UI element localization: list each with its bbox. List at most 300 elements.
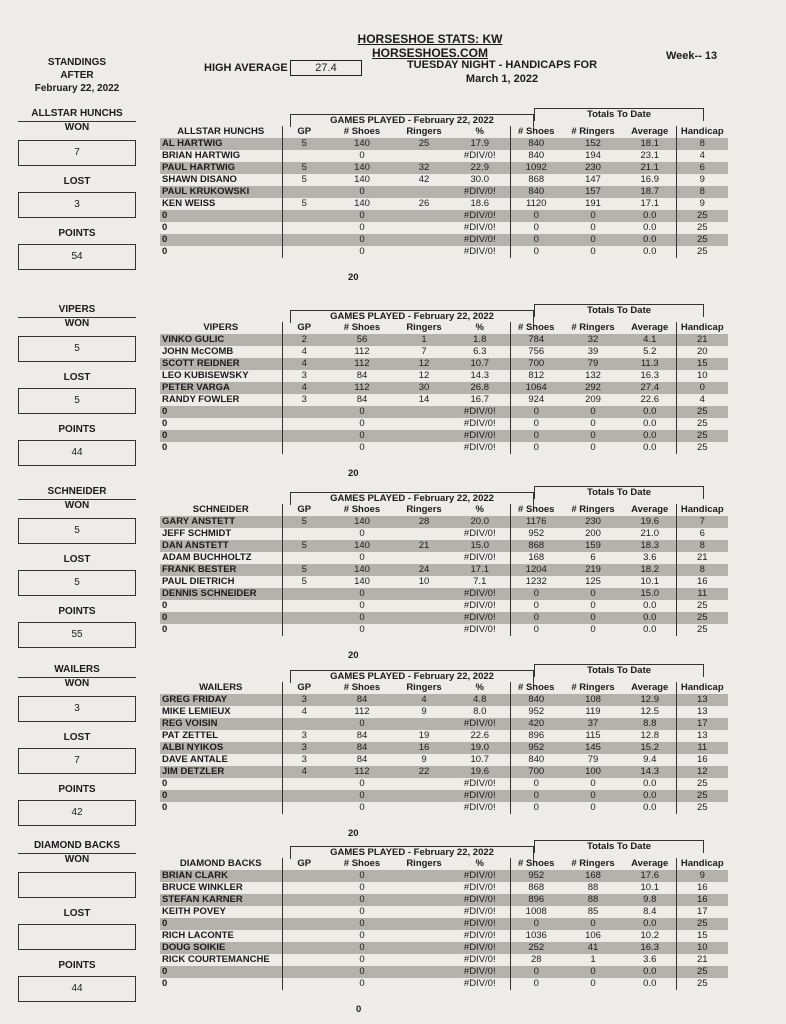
cell-avg: 16.3: [624, 942, 676, 954]
cell-name: FRANK BESTER: [160, 564, 282, 576]
cell-gp: 5: [282, 198, 326, 210]
cell-pct: #DIV/0!: [463, 978, 496, 989]
player-table: [160, 322, 728, 454]
cell-avg: 3.6: [624, 954, 676, 966]
cell-name: 0: [160, 918, 282, 930]
team-total: 20: [348, 468, 359, 479]
cell-t_ringers: 1: [590, 954, 596, 965]
player-table: [160, 504, 728, 636]
cell-t_shoes: 0: [510, 978, 562, 990]
cell-hc: 16: [676, 894, 728, 906]
won-value: 5: [18, 336, 136, 362]
cell-pct: #DIV/0!: [463, 246, 496, 257]
table-header-row: [160, 322, 728, 334]
table-row: [160, 234, 728, 246]
cell-avg: 0.0: [624, 612, 676, 624]
cell-shoes: 0: [359, 930, 365, 941]
cell-gp: [282, 234, 326, 246]
cell-pct: 17.9: [450, 138, 510, 150]
cell-hc: 9: [699, 198, 705, 209]
cell-name: DOUG SOIKIE: [160, 942, 282, 954]
totals-to-date-header: Totals To Date: [534, 840, 704, 853]
table-row: [160, 406, 728, 418]
cell-ringers: 16: [398, 742, 450, 754]
column-header: Average: [624, 858, 676, 870]
lost-label: LOST: [63, 908, 91, 919]
cell-t_shoes: 952: [510, 742, 562, 754]
cell-hc: 25: [676, 790, 728, 802]
cell-avg: 4.1: [624, 334, 676, 346]
cell-gp: [282, 406, 326, 418]
cell-pct: #DIV/0!: [463, 802, 496, 813]
cell-gp: 5: [282, 540, 326, 552]
table-header-row: [160, 504, 728, 516]
cell-shoes: 0: [359, 418, 365, 429]
cell-t_ringers: 0: [562, 790, 624, 802]
cell-avg: 0.0: [624, 802, 676, 814]
points-label: POINTS: [58, 228, 96, 239]
standings-line2: AFTER: [60, 70, 94, 81]
cell-name: 0: [160, 406, 282, 418]
cell-name: GREG FRIDAY: [160, 694, 282, 706]
column-header: # Shoes: [343, 322, 381, 333]
column-header: Handicap: [680, 682, 724, 693]
games-played-header: GAMES PLAYED - February 22, 2022: [290, 846, 534, 859]
cell-shoes: 84: [326, 694, 398, 706]
cell-ringers: 25: [398, 138, 450, 150]
cell-gp: [282, 978, 326, 990]
table-header-row: [160, 682, 728, 694]
cell-gp: 5: [282, 564, 326, 576]
cell-t_shoes: 0: [510, 430, 562, 442]
cell-shoes: 0: [326, 918, 398, 930]
cell-gp: [282, 210, 326, 222]
cell-avg: 18.3: [624, 540, 676, 552]
column-header: %: [475, 858, 484, 869]
points-label: POINTS: [58, 784, 96, 795]
cell-hc: 25: [696, 222, 708, 233]
cell-t_ringers: 209: [585, 394, 601, 405]
cell-ringers: 14: [418, 394, 430, 405]
cell-avg: 18.1: [624, 138, 676, 150]
column-header: %: [475, 682, 484, 693]
cell-shoes: 0: [359, 442, 365, 453]
cell-avg: 0.0: [624, 600, 676, 612]
cell-ringers: [398, 442, 450, 454]
cell-pct: #DIV/0!: [463, 778, 496, 789]
cell-t_ringers: 0: [562, 918, 624, 930]
cell-hc: 0: [676, 382, 728, 394]
cell-hc: 16: [696, 576, 708, 587]
cell-ringers: 21: [398, 540, 450, 552]
cell-hc: 21: [696, 552, 708, 563]
cell-hc: 25: [676, 612, 728, 624]
cell-avg: 0.0: [624, 418, 676, 430]
team-total: 20: [348, 650, 359, 661]
cell-pct: 18.6: [470, 198, 489, 209]
table-row: [160, 802, 728, 814]
cell-t_ringers: 115: [585, 730, 601, 741]
cell-t_ringers: 159: [562, 540, 624, 552]
cell-name: 0: [162, 418, 168, 429]
cell-t_ringers: 0: [590, 442, 596, 453]
cell-t_shoes: 1036: [510, 930, 562, 942]
cell-avg: 18.7: [624, 186, 676, 198]
cell-ringers: [398, 966, 450, 978]
cell-t_ringers: 147: [585, 174, 601, 185]
cell-avg: 21.0: [624, 528, 676, 540]
totals-to-date-header: Totals To Date: [534, 664, 704, 677]
cell-pct: #DIV/0!: [450, 186, 510, 198]
cell-name: SCOTT REIDNER: [160, 358, 282, 370]
cell-t_shoes: 0: [510, 418, 562, 430]
games-played-header: GAMES PLAYED - February 22, 2022: [290, 670, 534, 683]
column-header: Average: [624, 682, 676, 694]
cell-pct: #DIV/0!: [463, 528, 496, 539]
cell-t_shoes: 0: [510, 802, 562, 814]
cell-hc: 16: [696, 882, 708, 893]
won-label: WON: [64, 854, 90, 865]
cell-t_ringers: 194: [585, 150, 601, 161]
cell-t_shoes: 1008: [510, 906, 562, 918]
standings-panel: [18, 108, 136, 270]
cell-name: PETER VARGA: [160, 382, 282, 394]
cell-avg: 17.6: [624, 870, 676, 882]
column-header: # Shoes: [510, 682, 562, 694]
cell-avg: 10.2: [624, 930, 676, 942]
cell-t_ringers: 41: [562, 942, 624, 954]
column-header: Handicap: [680, 126, 724, 137]
cell-t_shoes: 1232: [510, 576, 562, 588]
cell-ringers: [398, 612, 450, 624]
cell-ringers: [398, 978, 450, 990]
cell-pct: #DIV/0!: [463, 624, 496, 635]
cell-gp: 2: [282, 334, 326, 346]
cell-gp: [282, 718, 326, 730]
cell-t_ringers: 219: [562, 564, 624, 576]
cell-hc: 13: [676, 694, 728, 706]
cell-ringers: [398, 210, 450, 222]
cell-gp: [282, 186, 326, 198]
cell-shoes: 140: [354, 576, 370, 587]
cell-t_shoes: 700: [510, 766, 562, 778]
cell-t_ringers: 32: [562, 334, 624, 346]
cell-avg: 11.3: [624, 358, 676, 370]
cell-shoes: 140: [326, 564, 398, 576]
cell-ringers: [398, 624, 450, 636]
cell-name: ALBI NYIKOS: [160, 742, 282, 754]
cell-avg: 12.5: [624, 706, 676, 718]
cell-t_ringers: 0: [562, 406, 624, 418]
cell-t_ringers: 0: [590, 978, 596, 989]
cell-t_shoes: 952: [510, 528, 562, 540]
games-played-header: GAMES PLAYED - February 22, 2022: [290, 310, 534, 323]
lost-label: LOST: [63, 176, 91, 187]
cell-t_shoes: 0: [510, 246, 562, 258]
cell-t_shoes: 0: [510, 234, 562, 246]
cell-ringers: 7: [421, 346, 427, 357]
cell-shoes: 0: [326, 870, 398, 882]
night-date: March 1, 2022: [465, 73, 539, 85]
column-header: # Shoes: [343, 858, 381, 869]
table-row: [160, 624, 728, 636]
cell-ringers: [398, 906, 450, 918]
cell-gp: 4: [282, 358, 326, 370]
cell-t_ringers: 230: [562, 516, 624, 528]
cell-ringers: [398, 406, 450, 418]
cell-hc: 16: [696, 754, 708, 765]
table-row: [160, 882, 728, 894]
cell-t_ringers: 108: [562, 694, 624, 706]
cell-ringers: [398, 430, 450, 442]
standings-team-name: VIPERS: [18, 304, 136, 318]
cell-t_ringers: 100: [562, 766, 624, 778]
cell-pct: #DIV/0!: [450, 406, 510, 418]
cell-ringers: 12: [398, 358, 450, 370]
cell-name: 0: [160, 612, 282, 624]
cell-hc: 9: [676, 870, 728, 882]
cell-pct: #DIV/0!: [450, 942, 510, 954]
lost-value: 3: [18, 192, 136, 218]
table-row: [160, 246, 728, 258]
cell-avg: 0.0: [624, 234, 676, 246]
column-header: VIPERS: [203, 322, 239, 333]
cell-avg: 16.3: [624, 370, 676, 382]
cell-ringers: 42: [418, 174, 430, 185]
cell-name: BRIAN CLARK: [160, 870, 282, 882]
cell-shoes: 0: [359, 624, 365, 635]
column-header: Handicap: [680, 322, 724, 333]
cell-avg: 23.1: [624, 150, 676, 162]
cell-pct: #DIV/0!: [463, 906, 496, 917]
cell-hc: 6: [699, 528, 705, 539]
cell-t_ringers: 88: [587, 882, 599, 893]
table-row: [160, 742, 728, 754]
cell-pct: #DIV/0!: [450, 210, 510, 222]
cell-shoes: 0: [359, 778, 365, 789]
night-heading: [392, 58, 612, 86]
cell-t_shoes: 812: [510, 370, 562, 382]
column-header: SCHNEIDER: [192, 504, 249, 515]
cell-avg: 3.6: [624, 552, 676, 564]
cell-ringers: [398, 930, 450, 942]
column-header: Ringers: [406, 682, 442, 693]
cell-ringers: 19: [418, 730, 430, 741]
cell-pct: 17.1: [450, 564, 510, 576]
cell-t_ringers: 0: [562, 588, 624, 600]
cell-name: KEN WEISS: [162, 198, 216, 209]
cell-ringers: [398, 246, 450, 258]
cell-shoes: 0: [359, 802, 365, 813]
cell-t_shoes: 420: [510, 718, 562, 730]
column-header: # Shoes: [343, 126, 381, 137]
cell-hc: 25: [676, 406, 728, 418]
table-row: [160, 894, 728, 906]
cell-hc: 25: [696, 802, 708, 813]
cell-gp: 3: [282, 394, 326, 406]
cell-t_shoes: 252: [510, 942, 562, 954]
cell-t_shoes: 0: [510, 406, 562, 418]
cell-ringers: 26: [418, 198, 430, 209]
cell-t_ringers: 79: [562, 358, 624, 370]
column-header: # Ringers: [571, 682, 615, 693]
cell-t_ringers: 0: [590, 624, 596, 635]
cell-name: 0: [162, 442, 168, 453]
cell-shoes: 112: [354, 706, 370, 717]
cell-gp: 5: [282, 138, 326, 150]
cell-t_shoes: 1176: [510, 516, 562, 528]
cell-hc: 17: [696, 906, 708, 917]
cell-pct: #DIV/0!: [463, 552, 496, 563]
cell-shoes: 0: [326, 588, 398, 600]
cell-ringers: [398, 882, 450, 894]
cell-name: 0: [162, 978, 168, 989]
cell-name: ADAM BUCHHOLTZ: [162, 552, 252, 563]
table-row: [160, 870, 728, 882]
cell-gp: [282, 612, 326, 624]
cell-gp: [282, 894, 326, 906]
cell-t_shoes: 952: [510, 706, 562, 718]
games-played-header: GAMES PLAYED - February 22, 2022: [290, 114, 534, 127]
cell-t_ringers: 0: [562, 234, 624, 246]
cell-gp: [282, 246, 326, 258]
cell-t_ringers: 230: [562, 162, 624, 174]
cell-gp: 3: [282, 754, 326, 766]
cell-name: 0: [160, 966, 282, 978]
table-row: [160, 198, 728, 210]
cell-gp: [282, 966, 326, 978]
cell-ringers: 32: [398, 162, 450, 174]
column-header: # Shoes: [510, 322, 562, 334]
cell-avg: 15.2: [624, 742, 676, 754]
cell-hc: 25: [676, 918, 728, 930]
cell-pct: 26.8: [450, 382, 510, 394]
won-value: 7: [18, 140, 136, 166]
cell-pct: 15.0: [450, 540, 510, 552]
cell-t_ringers: 106: [585, 930, 601, 941]
cell-ringers: [398, 778, 450, 790]
cell-avg: 27.4: [624, 382, 676, 394]
cell-pct: #DIV/0!: [463, 442, 496, 453]
cell-gp: 3: [282, 694, 326, 706]
cell-gp: [282, 442, 326, 454]
cell-t_shoes: 0: [510, 966, 562, 978]
cell-t_shoes: 896: [510, 894, 562, 906]
cell-t_shoes: 840: [510, 186, 562, 198]
cell-t_shoes: 1204: [510, 564, 562, 576]
cell-ringers: [398, 954, 450, 966]
column-header: GP: [282, 504, 326, 516]
cell-shoes: 0: [359, 954, 365, 965]
column-header: GP: [282, 322, 326, 334]
table-row: [160, 588, 728, 600]
cell-hc: 12: [676, 766, 728, 778]
won-value: 3: [18, 696, 136, 722]
cell-avg: 0.0: [624, 406, 676, 418]
cell-avg: 0.0: [624, 778, 676, 790]
table-row: [160, 138, 728, 150]
cell-avg: 9.4: [624, 754, 676, 766]
cell-name: REG VOISIN: [160, 718, 282, 730]
cell-name: 0: [162, 246, 168, 257]
table-row: [160, 358, 728, 370]
lost-value: 5: [18, 570, 136, 596]
lost-value: 7: [18, 748, 136, 774]
cell-t_ringers: 168: [562, 870, 624, 882]
cell-t_shoes: 1120: [510, 198, 562, 210]
cell-avg: 0.0: [624, 246, 676, 258]
standings-panel: [18, 304, 136, 466]
cell-t_shoes: 0: [510, 210, 562, 222]
cell-gp: [282, 870, 326, 882]
table-row: [160, 612, 728, 624]
cell-name: GARY ANSTETT: [160, 516, 282, 528]
cell-t_ringers: 145: [562, 742, 624, 754]
cell-avg: 5.2: [624, 346, 676, 358]
cell-t_ringers: 132: [585, 370, 601, 381]
cell-shoes: 140: [326, 516, 398, 528]
cell-pct: 10.7: [470, 754, 489, 765]
cell-name: 0: [162, 624, 168, 635]
cell-name: RANDY FOWLER: [162, 394, 240, 405]
player-table: [160, 126, 728, 258]
team-total: 0: [356, 1004, 362, 1015]
cell-name: PAUL DIETRICH: [162, 576, 235, 587]
team-total: 20: [348, 272, 359, 283]
cell-avg: 0.0: [624, 966, 676, 978]
cell-hc: 8: [676, 138, 728, 150]
cell-name: SHAWN DISANO: [162, 174, 237, 185]
cell-hc: 15: [696, 930, 708, 941]
player-table: [160, 682, 728, 814]
column-header: %: [475, 126, 484, 137]
cell-name: JIM DETZLER: [160, 766, 282, 778]
cell-ringers: [398, 528, 450, 540]
column-header: Ringers: [406, 858, 442, 869]
cell-gp: 4: [282, 766, 326, 778]
cell-hc: 7: [676, 516, 728, 528]
cell-gp: 3: [282, 370, 326, 382]
high-average-label: HIGH AVERAGE: [204, 62, 288, 74]
team-total: 20: [348, 828, 359, 839]
table-header-row: [160, 858, 728, 870]
column-header: # Shoes: [343, 682, 381, 693]
cell-t_shoes: 868: [510, 540, 562, 552]
cell-pct: #DIV/0!: [463, 418, 496, 429]
cell-t_ringers: 157: [562, 186, 624, 198]
standings-panel: [18, 664, 136, 826]
cell-shoes: 0: [359, 552, 365, 563]
cell-shoes: 0: [326, 210, 398, 222]
high-average-value: 27.4: [290, 60, 362, 76]
standings-team-name: SCHNEIDER: [18, 486, 136, 500]
cell-pct: 8.0: [473, 706, 487, 717]
cell-ringers: 22: [398, 766, 450, 778]
cell-hc: 17: [676, 718, 728, 730]
column-header: # Ringers: [571, 504, 615, 515]
cell-name: AL HARTWIG: [160, 138, 282, 150]
cell-name: KEITH POVEY: [162, 906, 226, 917]
cell-t_ringers: 152: [562, 138, 624, 150]
column-header: Handicap: [680, 858, 724, 869]
cell-shoes: 140: [326, 138, 398, 150]
table-row: [160, 516, 728, 528]
column-header: Average: [624, 504, 676, 516]
standings-date: February 22, 2022: [34, 83, 120, 94]
column-header: # Shoes: [343, 504, 381, 515]
cell-pct: 10.7: [450, 358, 510, 370]
cell-name: 0: [160, 234, 282, 246]
